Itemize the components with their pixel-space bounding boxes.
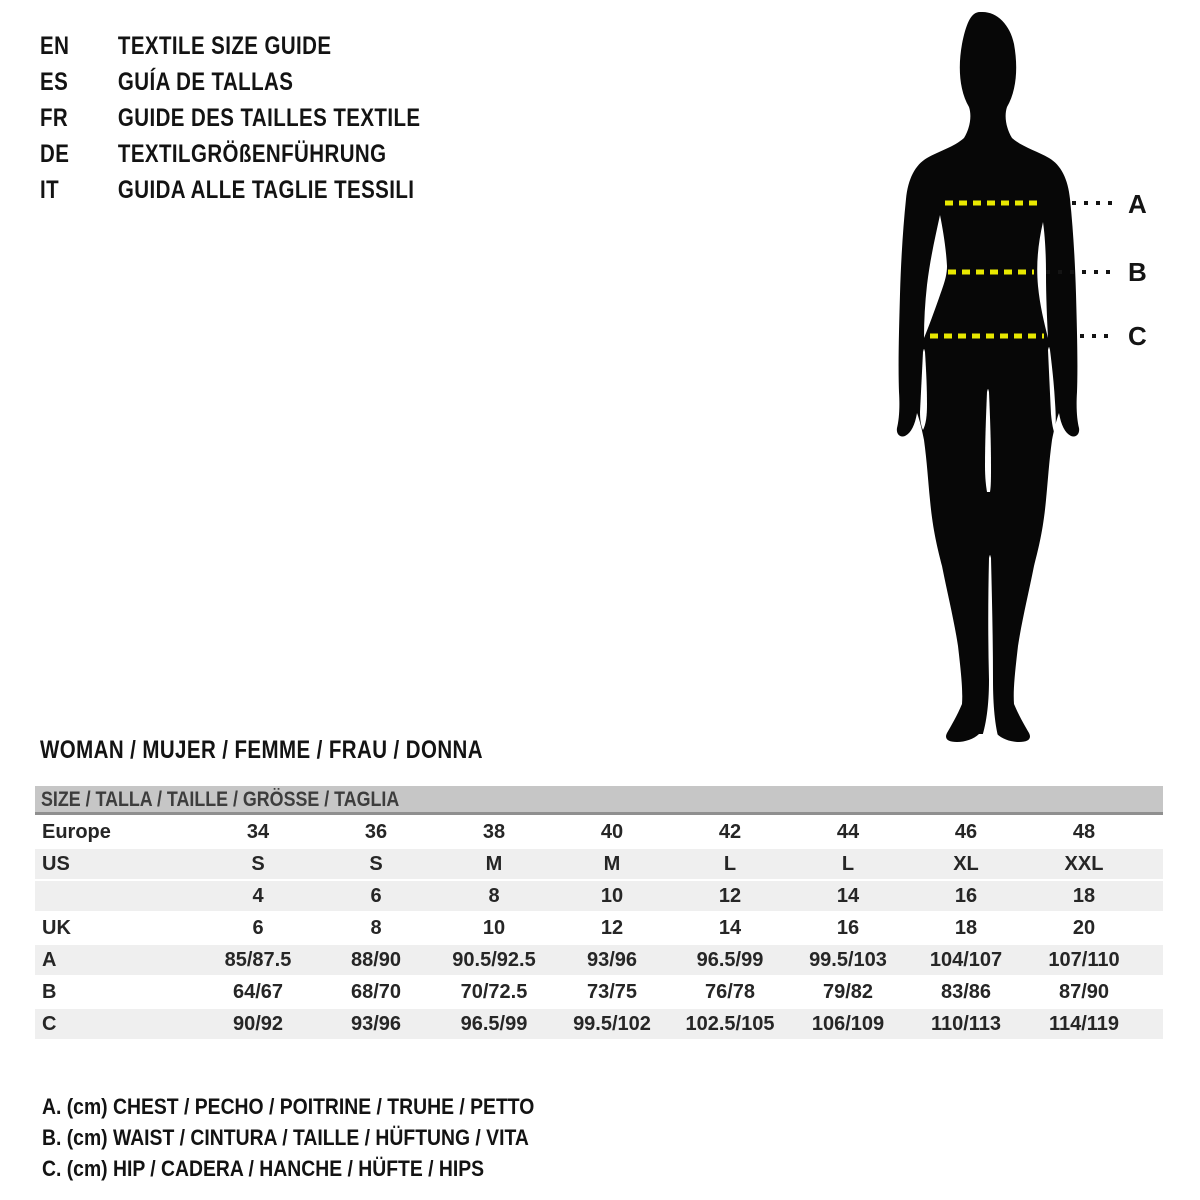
table-cell: 48: [1072, 821, 1096, 843]
table-cell: 14: [836, 885, 860, 907]
table-cell: 20: [1072, 917, 1096, 939]
table-cell: 34: [246, 821, 270, 843]
table-cell: 90.5/92.5: [452, 949, 536, 971]
table-row-label: US: [42, 853, 70, 875]
table-row: [35, 881, 1163, 911]
table-cell: 12: [600, 917, 624, 939]
table-cell: XXL: [1064, 853, 1104, 875]
table-cell: 85/87.5: [224, 949, 292, 971]
table-cell: 68/70: [350, 981, 402, 1003]
table-cell: 107/110: [1048, 949, 1120, 971]
table-row-label: [35, 881, 199, 911]
table-cell: 44: [836, 821, 860, 843]
table-cell: 8: [370, 917, 382, 939]
table-cell: 36: [364, 821, 388, 843]
language-code: EN: [40, 31, 70, 60]
table-cell: 18: [1072, 885, 1096, 907]
table-cell: 6: [370, 885, 382, 907]
table-cell: 104/107: [929, 949, 1003, 971]
table-cell: 6: [252, 917, 264, 939]
language-row: [40, 172, 420, 208]
table-row-label: B: [42, 981, 57, 1003]
table-cell: 16: [954, 885, 978, 907]
section-title: WOMAN / MUJER / FEMME / FRAU / DONNA: [40, 736, 483, 764]
language-guide-title: GUIDE DES TAILLES TEXTILE: [117, 103, 421, 132]
table-cell: XL: [953, 853, 979, 875]
language-row: [40, 136, 420, 172]
size-table-body: [35, 817, 1163, 1039]
table-cell: 93/96: [586, 949, 638, 971]
table-cell: 64/67: [232, 981, 284, 1003]
woman-silhouette-figure: [850, 0, 1200, 760]
measurement-legend: [42, 1091, 601, 1184]
table-cell: 12: [718, 885, 742, 907]
table-row: [35, 945, 1163, 975]
language-row: [40, 64, 420, 100]
table-cell: 93/96: [350, 1013, 402, 1035]
table-cell: 106/109: [811, 1013, 885, 1035]
silhouette-svg: [850, 0, 1200, 760]
table-row-label: C: [42, 1013, 57, 1035]
waist-label: B: [1128, 257, 1147, 287]
size-table: [35, 786, 1163, 1041]
table-row: [35, 817, 1163, 847]
language-code: ES: [40, 67, 69, 96]
table-cell: 46: [954, 821, 978, 843]
table-cell: 114/119: [1048, 1013, 1120, 1035]
hip-label: C: [1128, 321, 1147, 351]
table-cell: 83/86: [940, 981, 992, 1003]
table-cell: 14: [718, 917, 742, 939]
table-cell: 88/90: [350, 949, 402, 971]
table-cell: L: [841, 853, 855, 875]
table-row: [35, 849, 1163, 879]
legend-line: B. (cm) WAIST / CINTURA / TAILLE / HÜFTUNG / VITA: [42, 1125, 529, 1150]
table-cell: 110/113: [930, 1013, 1002, 1035]
chest-label: A: [1128, 189, 1147, 219]
table-cell: 76/78: [704, 981, 756, 1003]
table-cell: 73/75: [586, 981, 638, 1003]
table-cell: 4: [252, 885, 264, 907]
table-cell: 96.5/99: [696, 949, 764, 971]
table-cell: M: [603, 853, 621, 875]
table-cell: 10: [482, 917, 506, 939]
table-cell: L: [723, 853, 737, 875]
language-code: DE: [40, 139, 70, 168]
language-code: IT: [40, 175, 60, 204]
table-cell: 16: [836, 917, 860, 939]
table-row: [35, 1009, 1163, 1039]
table-row: [35, 913, 1163, 943]
table-cell: 87/90: [1058, 981, 1110, 1003]
table-cell: S: [251, 853, 265, 875]
legend-line: C. (cm) HIP / CADERA / HANCHE / HÜFTE / HIPS: [42, 1156, 485, 1181]
table-cell: S: [369, 853, 383, 875]
language-row: [40, 100, 420, 136]
table-cell: 70/72.5: [460, 981, 528, 1003]
table-cell: M: [485, 853, 503, 875]
language-guide-title: TEXTILE SIZE GUIDE: [117, 31, 332, 60]
table-cell: 99.5/102: [573, 1013, 651, 1035]
language-guide-title: GUÍA DE TALLAS: [117, 67, 294, 96]
table-cell: 40: [600, 821, 624, 843]
table-cell: 42: [718, 821, 742, 843]
language-guide-title: GUIDA ALLE TAGLIE TESSILI: [117, 175, 415, 204]
table-row-label: Europe: [42, 821, 111, 843]
table-cell: 90/92: [232, 1013, 284, 1035]
language-title-list: [40, 28, 504, 208]
table-row-label: UK: [42, 917, 71, 939]
table-cell: 18: [954, 917, 978, 939]
language-row: [40, 28, 420, 64]
table-cell: 10: [600, 885, 624, 907]
table-cell: 79/82: [822, 981, 874, 1003]
table-cell: 8: [488, 885, 500, 907]
table-cell: 96.5/99: [460, 1013, 528, 1035]
table-cell: 38: [482, 821, 506, 843]
size-table-header-bar: [35, 786, 1163, 815]
size-table-header-label: SIZE / TALLA / TAILLE / GRÖSSE / TAGLIA: [40, 788, 400, 811]
table-cell: 99.5/103: [809, 949, 887, 971]
language-guide-title: TEXTILGRÖßENFÜHRUNG: [117, 139, 387, 168]
table-cell: 102.5/105: [685, 1013, 775, 1035]
legend-line: A. (cm) CHEST / PECHO / POITRINE / TRUHE / PETTO: [42, 1094, 535, 1119]
language-code: FR: [40, 103, 69, 132]
table-row: [35, 977, 1163, 1007]
table-row-label: A: [42, 949, 57, 971]
